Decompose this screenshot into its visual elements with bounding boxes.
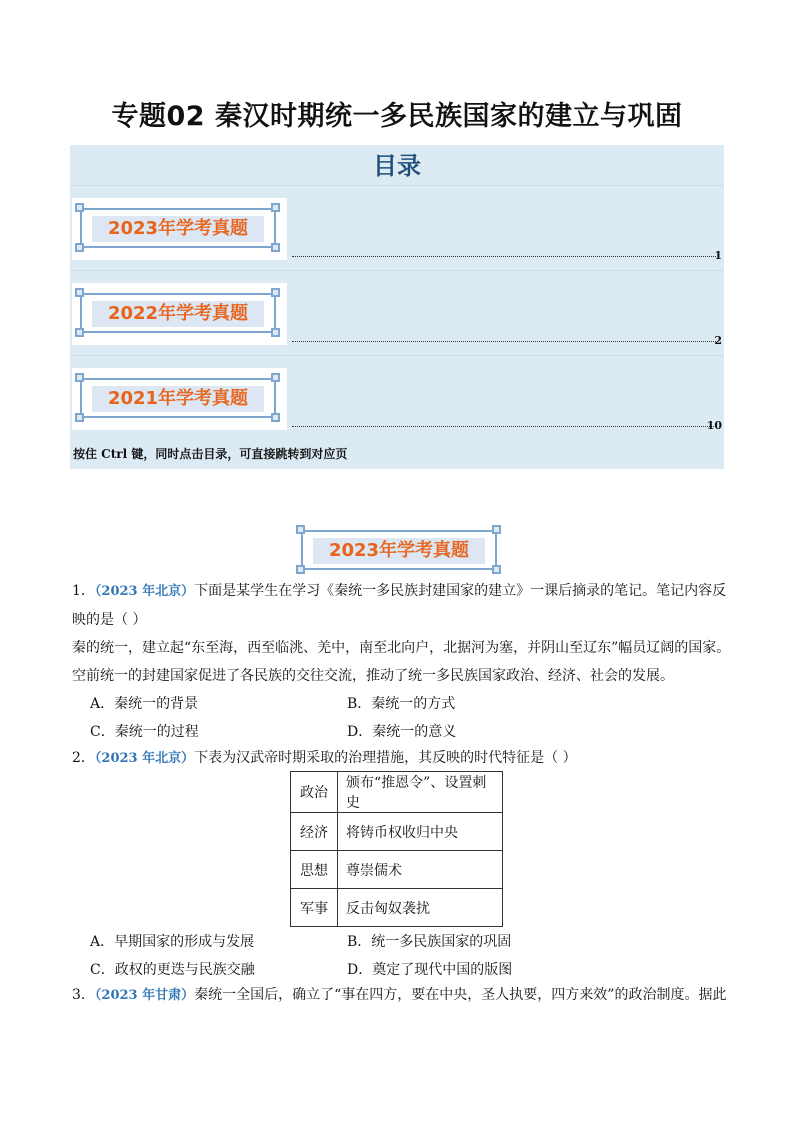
question-passage: 空前统一的封建国家促进了各民族的交往交流，推动了统一多民族国家政治、经济、社会的发展。 [72, 668, 674, 684]
question-source: （2023 年甘肃） [94, 988, 195, 1003]
option-d[interactable]: D．秦统一的意义 [347, 724, 457, 740]
section-label: 2023年学考真题 [313, 538, 485, 564]
toc-entry-2021[interactable] [70, 355, 724, 440]
question-2 [72, 744, 732, 773]
option-b[interactable]: B．秦统一的方式 [347, 696, 456, 712]
question-stem: 3．（2023 年甘肃）秦统一全国后，确立了“事在四方，要在中央，圣人执要，四方来效”的政治制度。据此 [72, 987, 727, 1003]
question-passage: 秦的统一，建立起“东至海，西至临洮、羌中，南至北向户，北据河为塞，并阴山至辽东”幅员辽阔的国家。 [72, 640, 731, 656]
document-title: 专题02 秦汉时期统一多民族国家的建立与巩固 [111, 101, 683, 132]
table-of-contents [70, 145, 724, 469]
dot-leader [292, 256, 716, 257]
toc-badge[interactable] [72, 198, 287, 260]
toc-page-number: 1 [714, 249, 722, 262]
table-row: 思想 尊崇儒术 [291, 851, 503, 889]
toc-entry-2022[interactable] [70, 270, 724, 355]
dot-leader [292, 341, 716, 342]
question-stem: 2．（2023 年北京）下表为汉武帝时期采取的治理措施，其反映的时代特征是（ ） [72, 750, 577, 766]
table-row: 军事 反击匈奴袭扰 [291, 889, 503, 927]
toc-page-number: 2 [714, 334, 722, 347]
question-3 [72, 981, 732, 1010]
option-d[interactable]: D．奠定了现代中国的版图 [347, 962, 513, 978]
toc-badge[interactable] [72, 368, 287, 430]
table-row: 政治 颁布“推恩令”、设置刺史 [291, 772, 503, 813]
toc-entry-label: 2022年学考真题 [92, 301, 264, 327]
question-1 [72, 577, 732, 690]
question-source: （2023 年北京） [94, 584, 195, 599]
table-row: 经济 将铸币权收归中央 [291, 813, 503, 851]
option-b[interactable]: B．统一多民族国家的巩固 [347, 934, 512, 950]
toc-page-number: 10 [706, 419, 722, 432]
question-stem-cont: 映的是（ ） [72, 612, 147, 628]
question-stem: 1．（2023 年北京）下面是某学生在学习《秦统一多民族封建国家的建立》一课后摘录的笔记。笔记内容反 [72, 583, 727, 599]
measures-table [290, 771, 503, 927]
toc-badge[interactable] [72, 283, 287, 345]
question-source: （2023 年北京） [94, 751, 195, 766]
option-c[interactable]: C．秦统一的过程 [90, 724, 199, 740]
toc-heading: 目录 [373, 152, 421, 180]
option-a[interactable]: A．早期国家的形成与发展 [90, 934, 255, 950]
option-c[interactable]: C．政权的更迭与民族交融 [90, 962, 255, 978]
toc-entry-label: 2023年学考真题 [92, 216, 264, 242]
toc-entry-label: 2021年学考真题 [92, 386, 264, 412]
section-badge [293, 520, 508, 582]
option-a[interactable]: A．秦统一的背景 [90, 696, 199, 712]
toc-hint: 按住 Ctrl 键，同时点击目录，可直接跳转到对应页 [73, 447, 348, 461]
dot-leader [292, 426, 716, 427]
toc-entry-2023[interactable] [70, 185, 724, 270]
